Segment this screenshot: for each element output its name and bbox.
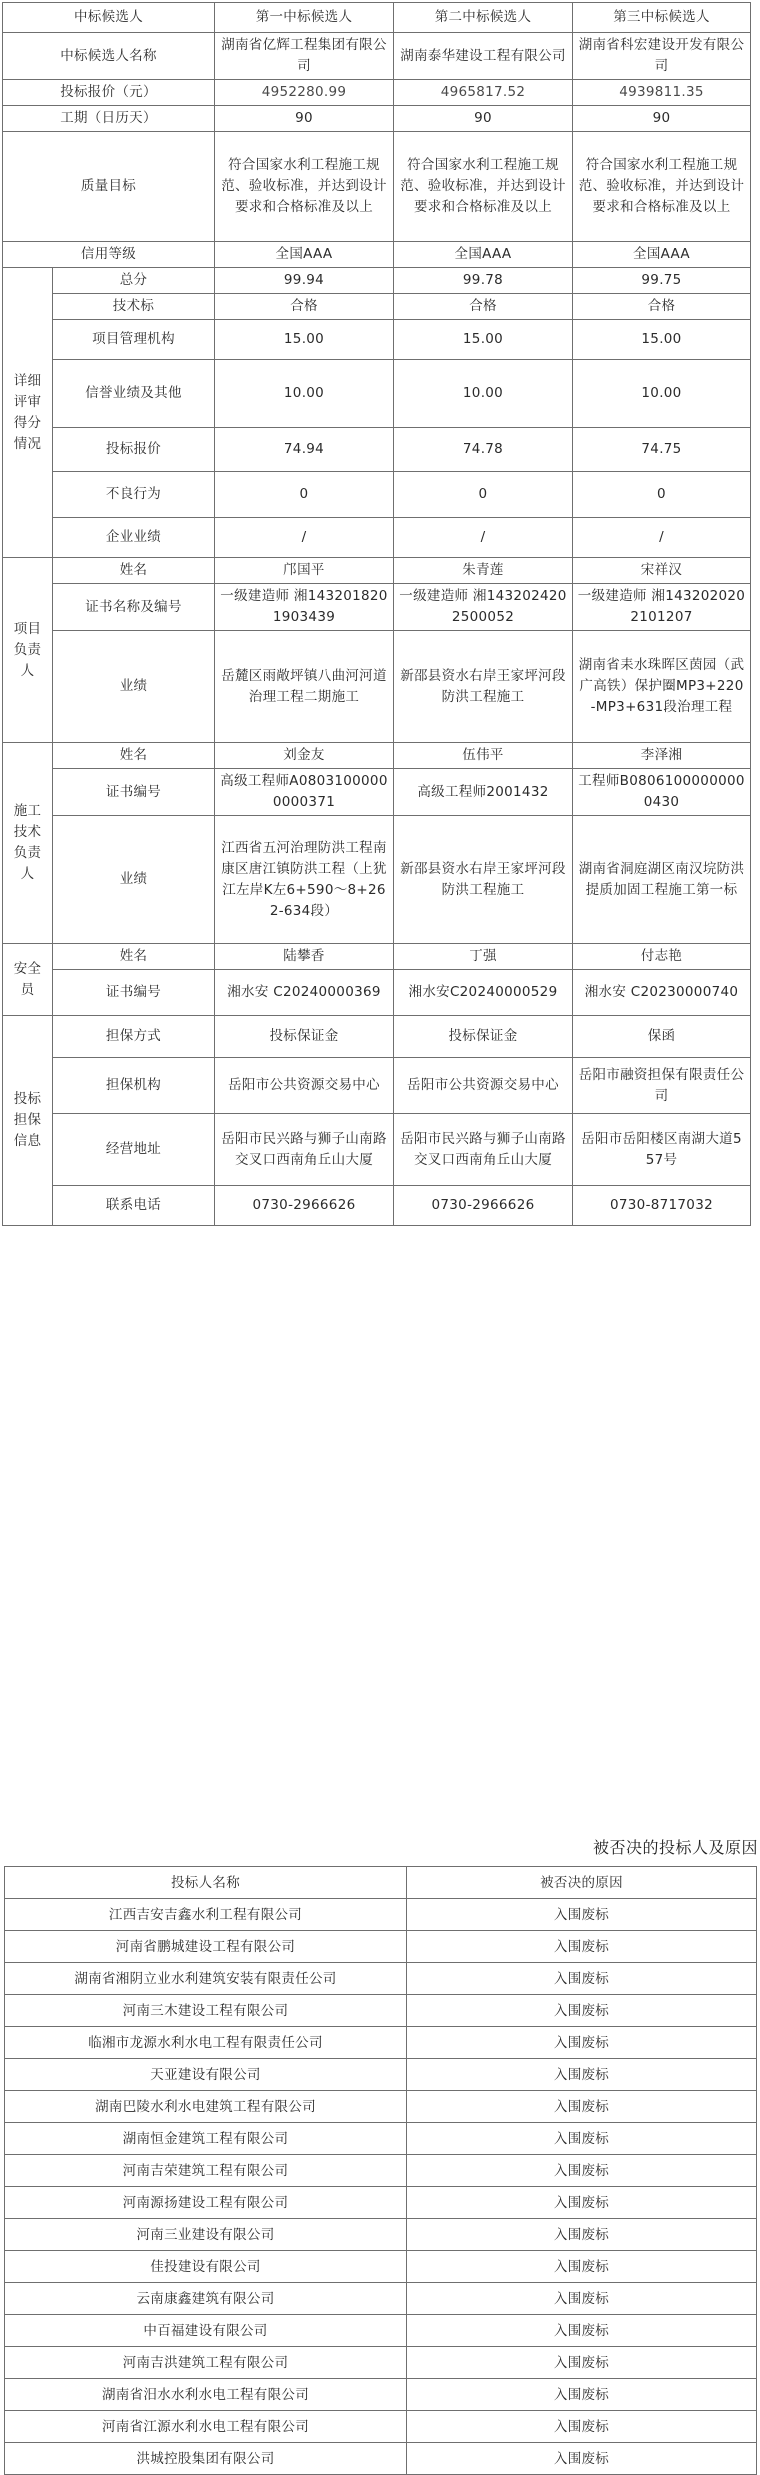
bidder-name: 湖南恒金建筑工程有限公司 (5, 2123, 407, 2155)
rejected-row (5, 2059, 757, 2091)
value-cell: 丁强 (394, 944, 573, 970)
reject-reason: 入围废标 (407, 2123, 757, 2155)
rejected-row (5, 2091, 757, 2123)
value-cell: 15.00 (394, 320, 573, 360)
rejected-row (5, 2379, 757, 2411)
row-label: 经营地址 (53, 1114, 215, 1186)
row-label: 总分 (53, 268, 215, 294)
value-cell: 湖南省洞庭湖区南汉垸防洪提质加固工程施工第一标 (573, 816, 751, 944)
score-row (3, 360, 751, 428)
row-label: 不良行为 (53, 472, 215, 518)
value-cell: 99.78 (394, 268, 573, 294)
value-cell: 一级建造师 湘1432018201903439 (215, 584, 394, 631)
value-cell: 岳阳市民兴路与狮子山南路交叉口西南角丘山大厦 (394, 1114, 573, 1186)
value-cell: 岳阳市民兴路与狮子山南路交叉口西南角丘山大厦 (215, 1114, 394, 1186)
bidder-name: 河南三业建设有限公司 (5, 2219, 407, 2251)
header-cell: 第一中标候选人 (215, 3, 394, 33)
value-cell: 90 (215, 106, 394, 132)
row-label: 联系电话 (53, 1186, 215, 1226)
value-cell: 符合国家水利工程施工规范、验收标准，并达到设计要求和合格标准及以上 (215, 132, 394, 242)
rejected-row (5, 1931, 757, 1963)
reject-reason: 入围废标 (407, 2027, 757, 2059)
reject-reason: 入围废标 (407, 2187, 757, 2219)
reject-reason: 入围废标 (407, 2155, 757, 2187)
reject-reason: 入围废标 (407, 2219, 757, 2251)
reject-reason: 入围废标 (407, 1995, 757, 2027)
reject-reason: 入围废标 (407, 2347, 757, 2379)
rejected-row (5, 2347, 757, 2379)
bidder-name: 河南吉荣建筑工程有限公司 (5, 2155, 407, 2187)
value-cell: 0 (573, 472, 751, 518)
row-label: 业绩 (53, 816, 215, 944)
reject-reason: 入围废标 (407, 2059, 757, 2091)
value-cell: 湖南省科宏建设开发有限公司 (573, 33, 751, 80)
value-cell: 74.78 (394, 428, 573, 472)
value-cell: 岳阳市岳阳楼区南湖大道557号 (573, 1114, 751, 1186)
value-cell: 0730-2966626 (394, 1186, 573, 1226)
reject-reason: 入围废标 (407, 2411, 757, 2443)
reject-reason: 入围废标 (407, 2251, 757, 2283)
bidder-name: 中百福建设有限公司 (5, 2315, 407, 2347)
guarantee-row (3, 1016, 751, 1058)
rejected-row (5, 1963, 757, 1995)
value-cell: 伍伟平 (394, 743, 573, 769)
value-cell: 一级建造师 湘1432020202101207 (573, 584, 751, 631)
bid-candidates-table (2, 2, 751, 1226)
rejected-row (5, 2443, 757, 2475)
bidder-name: 湖南省汨水水利水电工程有限公司 (5, 2379, 407, 2411)
bidder-name: 佳投建设有限公司 (5, 2251, 407, 2283)
value-cell: 岳阳市公共资源交易中心 (394, 1058, 573, 1114)
group-label: 详细评审得分情况 (3, 268, 53, 558)
group-label: 安全员 (3, 944, 53, 1016)
rejected-bidders-table (4, 1866, 757, 2475)
guarantee-row (3, 1114, 751, 1186)
value-cell: 江西省五河治理防洪工程南康区唐江镇防洪工程（上犹江左岸K左6+590～8+262-634段） (215, 816, 394, 944)
bidder-name: 临湘市龙源水利水电工程有限责任公司 (5, 2027, 407, 2059)
value-cell: 湘水安 C20230000740 (573, 970, 751, 1016)
pm-row (3, 584, 751, 631)
value-cell: 10.00 (215, 360, 394, 428)
row-label: 工期（日历天） (3, 106, 215, 132)
rejected-row (5, 2123, 757, 2155)
value-cell: 工程师B08061000000000430 (573, 769, 751, 816)
value-cell: 邝国平 (215, 558, 394, 584)
row-label: 姓名 (53, 743, 215, 769)
group-label: 投标担保信息 (3, 1016, 53, 1226)
row-label: 中标候选人名称 (3, 33, 215, 80)
candidate-name-row (3, 33, 751, 80)
row-label: 投标报价（元） (3, 80, 215, 106)
value-cell: 投标保证金 (215, 1016, 394, 1058)
header-cell: 中标候选人 (3, 3, 215, 33)
value-cell: 0730-8717032 (573, 1186, 751, 1226)
value-cell: / (573, 518, 751, 558)
value-cell: 高级工程师2001432 (394, 769, 573, 816)
value-cell: 湖南省耒水珠晖区茵园（武广高铁）保护圈MP3+220-MP3+631段治理工程 (573, 631, 751, 743)
header-cell: 第二中标候选人 (394, 3, 573, 33)
bidder-name: 江西吉安吉鑫水利工程有限公司 (5, 1899, 407, 1931)
value-cell: 99.94 (215, 268, 394, 294)
value-cell: 15.00 (215, 320, 394, 360)
value-cell: / (394, 518, 573, 558)
value-cell: 湖南省亿辉工程集团有限公司 (215, 33, 394, 80)
score-row (3, 320, 751, 360)
value-cell: 74.75 (573, 428, 751, 472)
row-label: 姓名 (53, 944, 215, 970)
bidder-name: 天亚建设有限公司 (5, 2059, 407, 2091)
value-cell: 10.00 (573, 360, 751, 428)
value-cell: 合格 (573, 294, 751, 320)
value-cell: 岳阳市公共资源交易中心 (215, 1058, 394, 1114)
credit-row (3, 242, 751, 268)
pm-row (3, 631, 751, 743)
value-cell: 0730-2966626 (215, 1186, 394, 1226)
reject-reason: 入围废标 (407, 2315, 757, 2347)
value-cell: 90 (394, 106, 573, 132)
value-cell: 符合国家水利工程施工规范、验收标准，并达到设计要求和合格标准及以上 (394, 132, 573, 242)
reject-reason: 入围废标 (407, 2091, 757, 2123)
rejected-row (5, 2411, 757, 2443)
score-row (3, 268, 751, 294)
value-cell: 保函 (573, 1016, 751, 1058)
rejected-row (5, 1899, 757, 1931)
value-cell: 朱青莲 (394, 558, 573, 584)
value-cell: 90 (573, 106, 751, 132)
tech-row (3, 743, 751, 769)
row-label: 证书名称及编号 (53, 584, 215, 631)
reject-reason: 入围废标 (407, 1899, 757, 1931)
value-cell: 新邵县资水右岸王家坪河段防洪工程施工 (394, 631, 573, 743)
row-label: 担保方式 (53, 1016, 215, 1058)
reject-reason: 入围废标 (407, 1931, 757, 1963)
value-cell: 0 (215, 472, 394, 518)
group-label: 施工技术负责人 (3, 743, 53, 944)
rejected-row (5, 2219, 757, 2251)
group-label: 项目负责人 (3, 558, 53, 743)
value-cell: 74.94 (215, 428, 394, 472)
header-cell: 被否决的原因 (407, 1867, 757, 1899)
reject-reason: 入围废标 (407, 2443, 757, 2475)
value-cell: 4939811.35 (573, 80, 751, 106)
value-cell: 4952280.99 (215, 80, 394, 106)
rejected-row (5, 2315, 757, 2347)
bidder-name: 洪城控股集团有限公司 (5, 2443, 407, 2475)
bidder-name: 河南省江源水利水电工程有限公司 (5, 2411, 407, 2443)
safety-row (3, 970, 751, 1016)
value-cell: 李泽湘 (573, 743, 751, 769)
value-cell: 岳阳市融资担保有限责任公司 (573, 1058, 751, 1114)
value-cell: 99.75 (573, 268, 751, 294)
value-cell: 全国AAA (573, 242, 751, 268)
row-label: 姓名 (53, 558, 215, 584)
row-label: 项目管理机构 (53, 320, 215, 360)
score-row (3, 428, 751, 472)
safety-row (3, 944, 751, 970)
value-cell: 新邵县资水右岸王家坪河段防洪工程施工 (394, 816, 573, 944)
value-cell: 合格 (215, 294, 394, 320)
rejected-row (5, 2187, 757, 2219)
value-cell: 全国AAA (394, 242, 573, 268)
value-cell: 付志艳 (573, 944, 751, 970)
value-cell: 全国AAA (215, 242, 394, 268)
header-cell: 第三中标候选人 (573, 3, 751, 33)
rejected-row (5, 2027, 757, 2059)
reject-reason: 入围废标 (407, 1963, 757, 1995)
quality-row (3, 132, 751, 242)
tech-row (3, 816, 751, 944)
bidder-name: 河南源扬建设工程有限公司 (5, 2187, 407, 2219)
rejected-row (5, 2155, 757, 2187)
row-label: 信誉业绩及其他 (53, 360, 215, 428)
rejected-caption: 被否决的投标人及原因 (592, 1838, 758, 1857)
rejected-row (5, 2283, 757, 2315)
bidder-name: 湖南巴陵水利水电建筑工程有限公司 (5, 2091, 407, 2123)
value-cell: 湘水安 C20240000369 (215, 970, 394, 1016)
value-cell: 15.00 (573, 320, 751, 360)
value-cell: 投标保证金 (394, 1016, 573, 1058)
row-label: 担保机构 (53, 1058, 215, 1114)
value-cell: 湘水安C20240000529 (394, 970, 573, 1016)
bidder-name: 云南康鑫建筑有限公司 (5, 2283, 407, 2315)
rejected-row (5, 2251, 757, 2283)
reject-reason: 入围废标 (407, 2379, 757, 2411)
bidder-name: 河南三木建设工程有限公司 (5, 1995, 407, 2027)
value-cell: 湖南泰华建设工程有限公司 (394, 33, 573, 80)
row-label: 证书编号 (53, 970, 215, 1016)
score-row (3, 472, 751, 518)
bid-price-row (3, 80, 751, 106)
row-label: 企业业绩 (53, 518, 215, 558)
reject-reason: 入围废标 (407, 2283, 757, 2315)
value-cell: 10.00 (394, 360, 573, 428)
header-cell: 投标人名称 (5, 1867, 407, 1899)
guarantee-row (3, 1058, 751, 1114)
row-label: 证书编号 (53, 769, 215, 816)
row-label: 质量目标 (3, 132, 215, 242)
value-cell: 宋祥汉 (573, 558, 751, 584)
value-cell: 4965817.52 (394, 80, 573, 106)
value-cell: 符合国家水利工程施工规范、验收标准，并达到设计要求和合格标准及以上 (573, 132, 751, 242)
value-cell: / (215, 518, 394, 558)
value-cell: 刘金友 (215, 743, 394, 769)
tech-row (3, 769, 751, 816)
value-cell: 高级工程师A08031000000000371 (215, 769, 394, 816)
value-cell: 岳麓区雨敞坪镇八曲河河道治理工程二期施工 (215, 631, 394, 743)
bidder-name: 河南省鹏城建设工程有限公司 (5, 1931, 407, 1963)
pm-row (3, 558, 751, 584)
row-label: 信用等级 (3, 242, 215, 268)
rejected-row (5, 1995, 757, 2027)
rejected-header-row (5, 1867, 757, 1899)
bidder-name: 湖南省湘阴立业水利建筑安装有限责任公司 (5, 1963, 407, 1995)
value-cell: 陆攀香 (215, 944, 394, 970)
value-cell: 0 (394, 472, 573, 518)
row-label: 业绩 (53, 631, 215, 743)
row-label: 技术标 (53, 294, 215, 320)
value-cell: 一级建造师 湘1432024202500052 (394, 584, 573, 631)
duration-row (3, 106, 751, 132)
enterprise-row (3, 518, 751, 558)
row-label: 投标报价 (53, 428, 215, 472)
header-row (3, 3, 751, 33)
bidder-name: 河南吉洪建筑工程有限公司 (5, 2347, 407, 2379)
score-row (3, 294, 751, 320)
guarantee-row (3, 1186, 751, 1226)
value-cell: 合格 (394, 294, 573, 320)
